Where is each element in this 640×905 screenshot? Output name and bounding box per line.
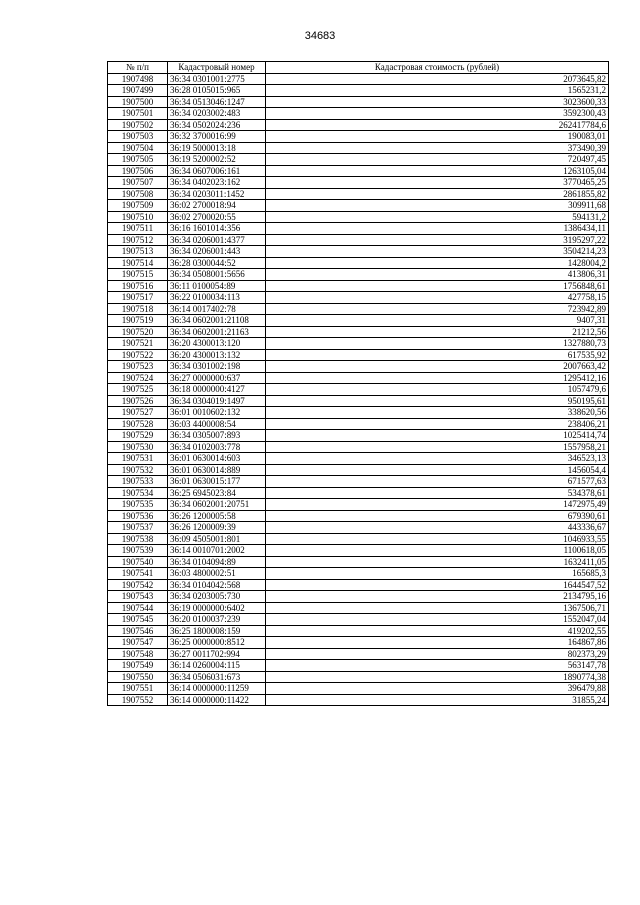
row-cadastral-number: 36:22 0100034:113 xyxy=(168,292,266,304)
table-row xyxy=(108,154,609,166)
row-cadastral-value: 3504214,23 xyxy=(266,246,609,258)
table-row xyxy=(108,165,609,177)
table-row xyxy=(108,96,609,108)
row-index: 1907534 xyxy=(108,487,168,499)
row-cadastral-number: 36:14 0260004:115 xyxy=(168,660,266,672)
row-index: 1907535 xyxy=(108,499,168,511)
table-row xyxy=(108,292,609,304)
table-row xyxy=(108,269,609,281)
row-index: 1907506 xyxy=(108,165,168,177)
row-cadastral-value: 3592300,43 xyxy=(266,108,609,120)
row-cadastral-number: 36:34 0301001:2775 xyxy=(168,73,266,85)
table-row xyxy=(108,487,609,499)
row-cadastral-number: 36:34 0508001:5656 xyxy=(168,269,266,281)
row-cadastral-value: 9407,31 xyxy=(266,315,609,327)
row-cadastral-number: 36:34 0203002:483 xyxy=(168,108,266,120)
row-index: 1907552 xyxy=(108,694,168,706)
row-index: 1907516 xyxy=(108,280,168,292)
row-index: 1907532 xyxy=(108,464,168,476)
header-cadastral-value: Кадастровая стоимость (рублей) xyxy=(266,62,609,74)
row-index: 1907550 xyxy=(108,671,168,683)
row-cadastral-value: 1472975,49 xyxy=(266,499,609,511)
row-cadastral-value: 309911,68 xyxy=(266,200,609,212)
table-row xyxy=(108,441,609,453)
row-cadastral-number: 36:20 4300013:120 xyxy=(168,338,266,350)
row-cadastral-value: 2073645,82 xyxy=(266,73,609,85)
table-header-row xyxy=(108,62,609,74)
row-cadastral-number: 36:34 0203011:1452 xyxy=(168,188,266,200)
row-index: 1907501 xyxy=(108,108,168,120)
row-cadastral-number: 36:34 0513046:1247 xyxy=(168,96,266,108)
row-cadastral-value: 3195297,22 xyxy=(266,234,609,246)
row-cadastral-number: 36:19 5200002:52 xyxy=(168,154,266,166)
row-cadastral-value: 373490,39 xyxy=(266,142,609,154)
row-index: 1907505 xyxy=(108,154,168,166)
row-cadastral-number: 36:25 1800008:159 xyxy=(168,625,266,637)
row-cadastral-value: 723942,89 xyxy=(266,303,609,315)
row-index: 1907503 xyxy=(108,131,168,143)
row-cadastral-number: 36:34 0301002:198 xyxy=(168,361,266,373)
table-row xyxy=(108,499,609,511)
table-row xyxy=(108,591,609,603)
row-index: 1907549 xyxy=(108,660,168,672)
table-row xyxy=(108,257,609,269)
table-row xyxy=(108,660,609,672)
table-row xyxy=(108,694,609,706)
row-cadastral-number: 36:01 0010602:132 xyxy=(168,407,266,419)
row-cadastral-value: 338620,56 xyxy=(266,407,609,419)
row-index: 1907543 xyxy=(108,591,168,603)
row-index: 1907509 xyxy=(108,200,168,212)
table-row xyxy=(108,234,609,246)
row-cadastral-value: 1295412,16 xyxy=(266,372,609,384)
row-cadastral-value: 802373,29 xyxy=(266,648,609,660)
table-row xyxy=(108,315,609,327)
row-cadastral-value: 617535,92 xyxy=(266,349,609,361)
row-index: 1907517 xyxy=(108,292,168,304)
row-cadastral-value: 1644547,52 xyxy=(266,579,609,591)
row-index: 1907518 xyxy=(108,303,168,315)
row-cadastral-number: 36:34 0602001:20751 xyxy=(168,499,266,511)
row-cadastral-value: 31855,24 xyxy=(266,694,609,706)
table-row xyxy=(108,338,609,350)
row-cadastral-value: 1263105,04 xyxy=(266,165,609,177)
row-cadastral-value: 1557958,21 xyxy=(266,441,609,453)
row-cadastral-number: 36:34 0104094:89 xyxy=(168,556,266,568)
row-cadastral-number: 36:01 0630014:889 xyxy=(168,464,266,476)
table-row xyxy=(108,648,609,660)
row-cadastral-value: 2861855,82 xyxy=(266,188,609,200)
row-index: 1907500 xyxy=(108,96,168,108)
row-cadastral-number: 36:02 2700018:94 xyxy=(168,200,266,212)
row-cadastral-number: 36:27 0011702:994 xyxy=(168,648,266,660)
table-row xyxy=(108,556,609,568)
row-index: 1907548 xyxy=(108,648,168,660)
row-cadastral-value: 1046933,55 xyxy=(266,533,609,545)
row-cadastral-number: 36:14 0000000:11422 xyxy=(168,694,266,706)
row-cadastral-value: 419202,55 xyxy=(266,625,609,637)
row-cadastral-value: 427758,15 xyxy=(266,292,609,304)
row-cadastral-number: 36:34 0104042:568 xyxy=(168,579,266,591)
table-row xyxy=(108,108,609,120)
row-cadastral-value: 3023600,33 xyxy=(266,96,609,108)
row-cadastral-value: 1386434,11 xyxy=(266,223,609,235)
row-cadastral-number: 36:34 0102003:778 xyxy=(168,441,266,453)
row-cadastral-number: 36:34 0206001:4377 xyxy=(168,234,266,246)
row-cadastral-number: 36:02 2700020:55 xyxy=(168,211,266,223)
row-index: 1907541 xyxy=(108,568,168,580)
row-index: 1907528 xyxy=(108,418,168,430)
row-index: 1907507 xyxy=(108,177,168,189)
row-cadastral-number: 36:01 0630015:177 xyxy=(168,476,266,488)
row-index: 1907523 xyxy=(108,361,168,373)
table-row xyxy=(108,602,609,614)
row-index: 1907513 xyxy=(108,246,168,258)
row-cadastral-value: 1632411,05 xyxy=(266,556,609,568)
table-row xyxy=(108,349,609,361)
row-cadastral-number: 36:19 5000013:18 xyxy=(168,142,266,154)
row-cadastral-number: 36:16 1601014:356 xyxy=(168,223,266,235)
row-cadastral-value: 1552047,04 xyxy=(266,614,609,626)
row-cadastral-number: 36:19 0000000:6402 xyxy=(168,602,266,614)
table-row xyxy=(108,510,609,522)
row-cadastral-value: 262417784,6 xyxy=(266,119,609,131)
table-row xyxy=(108,476,609,488)
row-cadastral-number: 36:34 0203005:730 xyxy=(168,591,266,603)
table-row xyxy=(108,223,609,235)
row-cadastral-number: 36:34 0402023:162 xyxy=(168,177,266,189)
row-cadastral-number: 36:25 0000000:8512 xyxy=(168,637,266,649)
row-index: 1907498 xyxy=(108,73,168,85)
row-cadastral-number: 36:34 0304019:1497 xyxy=(168,395,266,407)
table-row xyxy=(108,579,609,591)
row-cadastral-number: 36:28 0300044:52 xyxy=(168,257,266,269)
row-index: 1907529 xyxy=(108,430,168,442)
table-row xyxy=(108,200,609,212)
table-body xyxy=(108,73,609,706)
header-cadastral-number: Кадастровый номер xyxy=(168,62,266,74)
table-row xyxy=(108,303,609,315)
table-row xyxy=(108,73,609,85)
row-cadastral-value: 346523,13 xyxy=(266,453,609,465)
row-cadastral-number: 36:01 0630014:603 xyxy=(168,453,266,465)
table-row xyxy=(108,614,609,626)
page-number: 34683 xyxy=(304,30,336,42)
row-cadastral-number: 36:26 1200005:58 xyxy=(168,510,266,522)
row-cadastral-number: 36:18 0000000:4127 xyxy=(168,384,266,396)
row-cadastral-value: 238406,21 xyxy=(266,418,609,430)
row-index: 1907530 xyxy=(108,441,168,453)
row-index: 1907546 xyxy=(108,625,168,637)
row-cadastral-number: 36:14 0010701:2002 xyxy=(168,545,266,557)
table-row xyxy=(108,430,609,442)
row-index: 1907520 xyxy=(108,326,168,338)
table-row xyxy=(108,533,609,545)
row-cadastral-value: 21212,56 xyxy=(266,326,609,338)
row-cadastral-number: 36:27 0000000:637 xyxy=(168,372,266,384)
row-cadastral-number: 36:34 0602001:21108 xyxy=(168,315,266,327)
row-cadastral-value: 594131,2 xyxy=(266,211,609,223)
row-index: 1907521 xyxy=(108,338,168,350)
table-row xyxy=(108,131,609,143)
row-cadastral-number: 36:11 0100054:89 xyxy=(168,280,266,292)
row-index: 1907510 xyxy=(108,211,168,223)
row-cadastral-number: 36:34 0506031:673 xyxy=(168,671,266,683)
row-cadastral-value: 396479,88 xyxy=(266,683,609,695)
row-cadastral-number: 36:20 0100037:239 xyxy=(168,614,266,626)
row-cadastral-number: 36:34 0602001:21163 xyxy=(168,326,266,338)
row-cadastral-value: 950195,61 xyxy=(266,395,609,407)
row-cadastral-number: 36:26 1200009:39 xyxy=(168,522,266,534)
table-row xyxy=(108,211,609,223)
table-row xyxy=(108,280,609,292)
row-index: 1907538 xyxy=(108,533,168,545)
row-index: 1907508 xyxy=(108,188,168,200)
table-row xyxy=(108,188,609,200)
table-row xyxy=(108,453,609,465)
row-index: 1907524 xyxy=(108,372,168,384)
row-cadastral-number: 36:20 4300013:132 xyxy=(168,349,266,361)
table-row xyxy=(108,418,609,430)
row-cadastral-value: 563147,78 xyxy=(266,660,609,672)
row-index: 1907545 xyxy=(108,614,168,626)
row-cadastral-value: 1025414,74 xyxy=(266,430,609,442)
row-cadastral-value: 3770465,25 xyxy=(266,177,609,189)
row-cadastral-value: 720497,45 xyxy=(266,154,609,166)
row-index: 1907522 xyxy=(108,349,168,361)
row-index: 1907514 xyxy=(108,257,168,269)
cadastral-table xyxy=(107,61,609,706)
table-row xyxy=(108,545,609,557)
table-row xyxy=(108,568,609,580)
table-row xyxy=(108,142,609,154)
row-index: 1907540 xyxy=(108,556,168,568)
table-row xyxy=(108,683,609,695)
row-cadastral-number: 36:34 0607006:161 xyxy=(168,165,266,177)
row-index: 1907511 xyxy=(108,223,168,235)
row-cadastral-value: 1367506,71 xyxy=(266,602,609,614)
row-index: 1907531 xyxy=(108,453,168,465)
row-cadastral-number: 36:34 0502024:236 xyxy=(168,119,266,131)
row-index: 1907551 xyxy=(108,683,168,695)
row-cadastral-value: 1428004,2 xyxy=(266,257,609,269)
table-row xyxy=(108,326,609,338)
row-cadastral-number: 36:03 4400008:54 xyxy=(168,418,266,430)
row-cadastral-value: 1100618,05 xyxy=(266,545,609,557)
row-index: 1907519 xyxy=(108,315,168,327)
row-cadastral-value: 1057479,6 xyxy=(266,384,609,396)
row-cadastral-number: 36:32 3700016:99 xyxy=(168,131,266,143)
row-cadastral-value: 1456054,4 xyxy=(266,464,609,476)
row-cadastral-value: 1327880,73 xyxy=(266,338,609,350)
row-index: 1907547 xyxy=(108,637,168,649)
row-index: 1907527 xyxy=(108,407,168,419)
table-row xyxy=(108,246,609,258)
row-index: 1907542 xyxy=(108,579,168,591)
table-row xyxy=(108,637,609,649)
row-cadastral-number: 36:09 4505001:801 xyxy=(168,533,266,545)
row-index: 1907525 xyxy=(108,384,168,396)
row-cadastral-number: 36:14 0017402:78 xyxy=(168,303,266,315)
row-index: 1907539 xyxy=(108,545,168,557)
row-cadastral-value: 1565231,2 xyxy=(266,85,609,97)
table-row xyxy=(108,395,609,407)
row-index: 1907526 xyxy=(108,395,168,407)
table-row xyxy=(108,671,609,683)
row-cadastral-value: 1890774,38 xyxy=(266,671,609,683)
row-cadastral-value: 413806,31 xyxy=(266,269,609,281)
row-cadastral-value: 671577,63 xyxy=(266,476,609,488)
row-index: 1907512 xyxy=(108,234,168,246)
table-row xyxy=(108,407,609,419)
row-cadastral-value: 190083,01 xyxy=(266,131,609,143)
row-index: 1907504 xyxy=(108,142,168,154)
row-cadastral-value: 165685,3 xyxy=(266,568,609,580)
row-cadastral-number: 36:28 0105015:965 xyxy=(168,85,266,97)
row-cadastral-value: 2134795,16 xyxy=(266,591,609,603)
row-index: 1907537 xyxy=(108,522,168,534)
table-row xyxy=(108,372,609,384)
row-cadastral-value: 1756848,61 xyxy=(266,280,609,292)
row-cadastral-value: 443336,67 xyxy=(266,522,609,534)
header-index: № п/п xyxy=(108,62,168,74)
row-index: 1907515 xyxy=(108,269,168,281)
row-cadastral-number: 36:03 4800002:51 xyxy=(168,568,266,580)
table-row xyxy=(108,464,609,476)
table-row xyxy=(108,177,609,189)
row-cadastral-value: 2007663,42 xyxy=(266,361,609,373)
row-cadastral-number: 36:34 0206001:443 xyxy=(168,246,266,258)
table-row xyxy=(108,522,609,534)
row-cadastral-value: 534378,61 xyxy=(266,487,609,499)
row-index: 1907533 xyxy=(108,476,168,488)
row-cadastral-number: 36:34 0305007:893 xyxy=(168,430,266,442)
row-index: 1907499 xyxy=(108,85,168,97)
row-index: 1907502 xyxy=(108,119,168,131)
table-row xyxy=(108,119,609,131)
row-cadastral-value: 164867,86 xyxy=(266,637,609,649)
table-row xyxy=(108,361,609,373)
row-cadastral-number: 36:25 6945023:84 xyxy=(168,487,266,499)
row-cadastral-value: 679390,61 xyxy=(266,510,609,522)
table-row xyxy=(108,625,609,637)
table-row xyxy=(108,85,609,97)
row-index: 1907544 xyxy=(108,602,168,614)
table-row xyxy=(108,384,609,396)
row-cadastral-number: 36:14 0000000:11259 xyxy=(168,683,266,695)
row-index: 1907536 xyxy=(108,510,168,522)
